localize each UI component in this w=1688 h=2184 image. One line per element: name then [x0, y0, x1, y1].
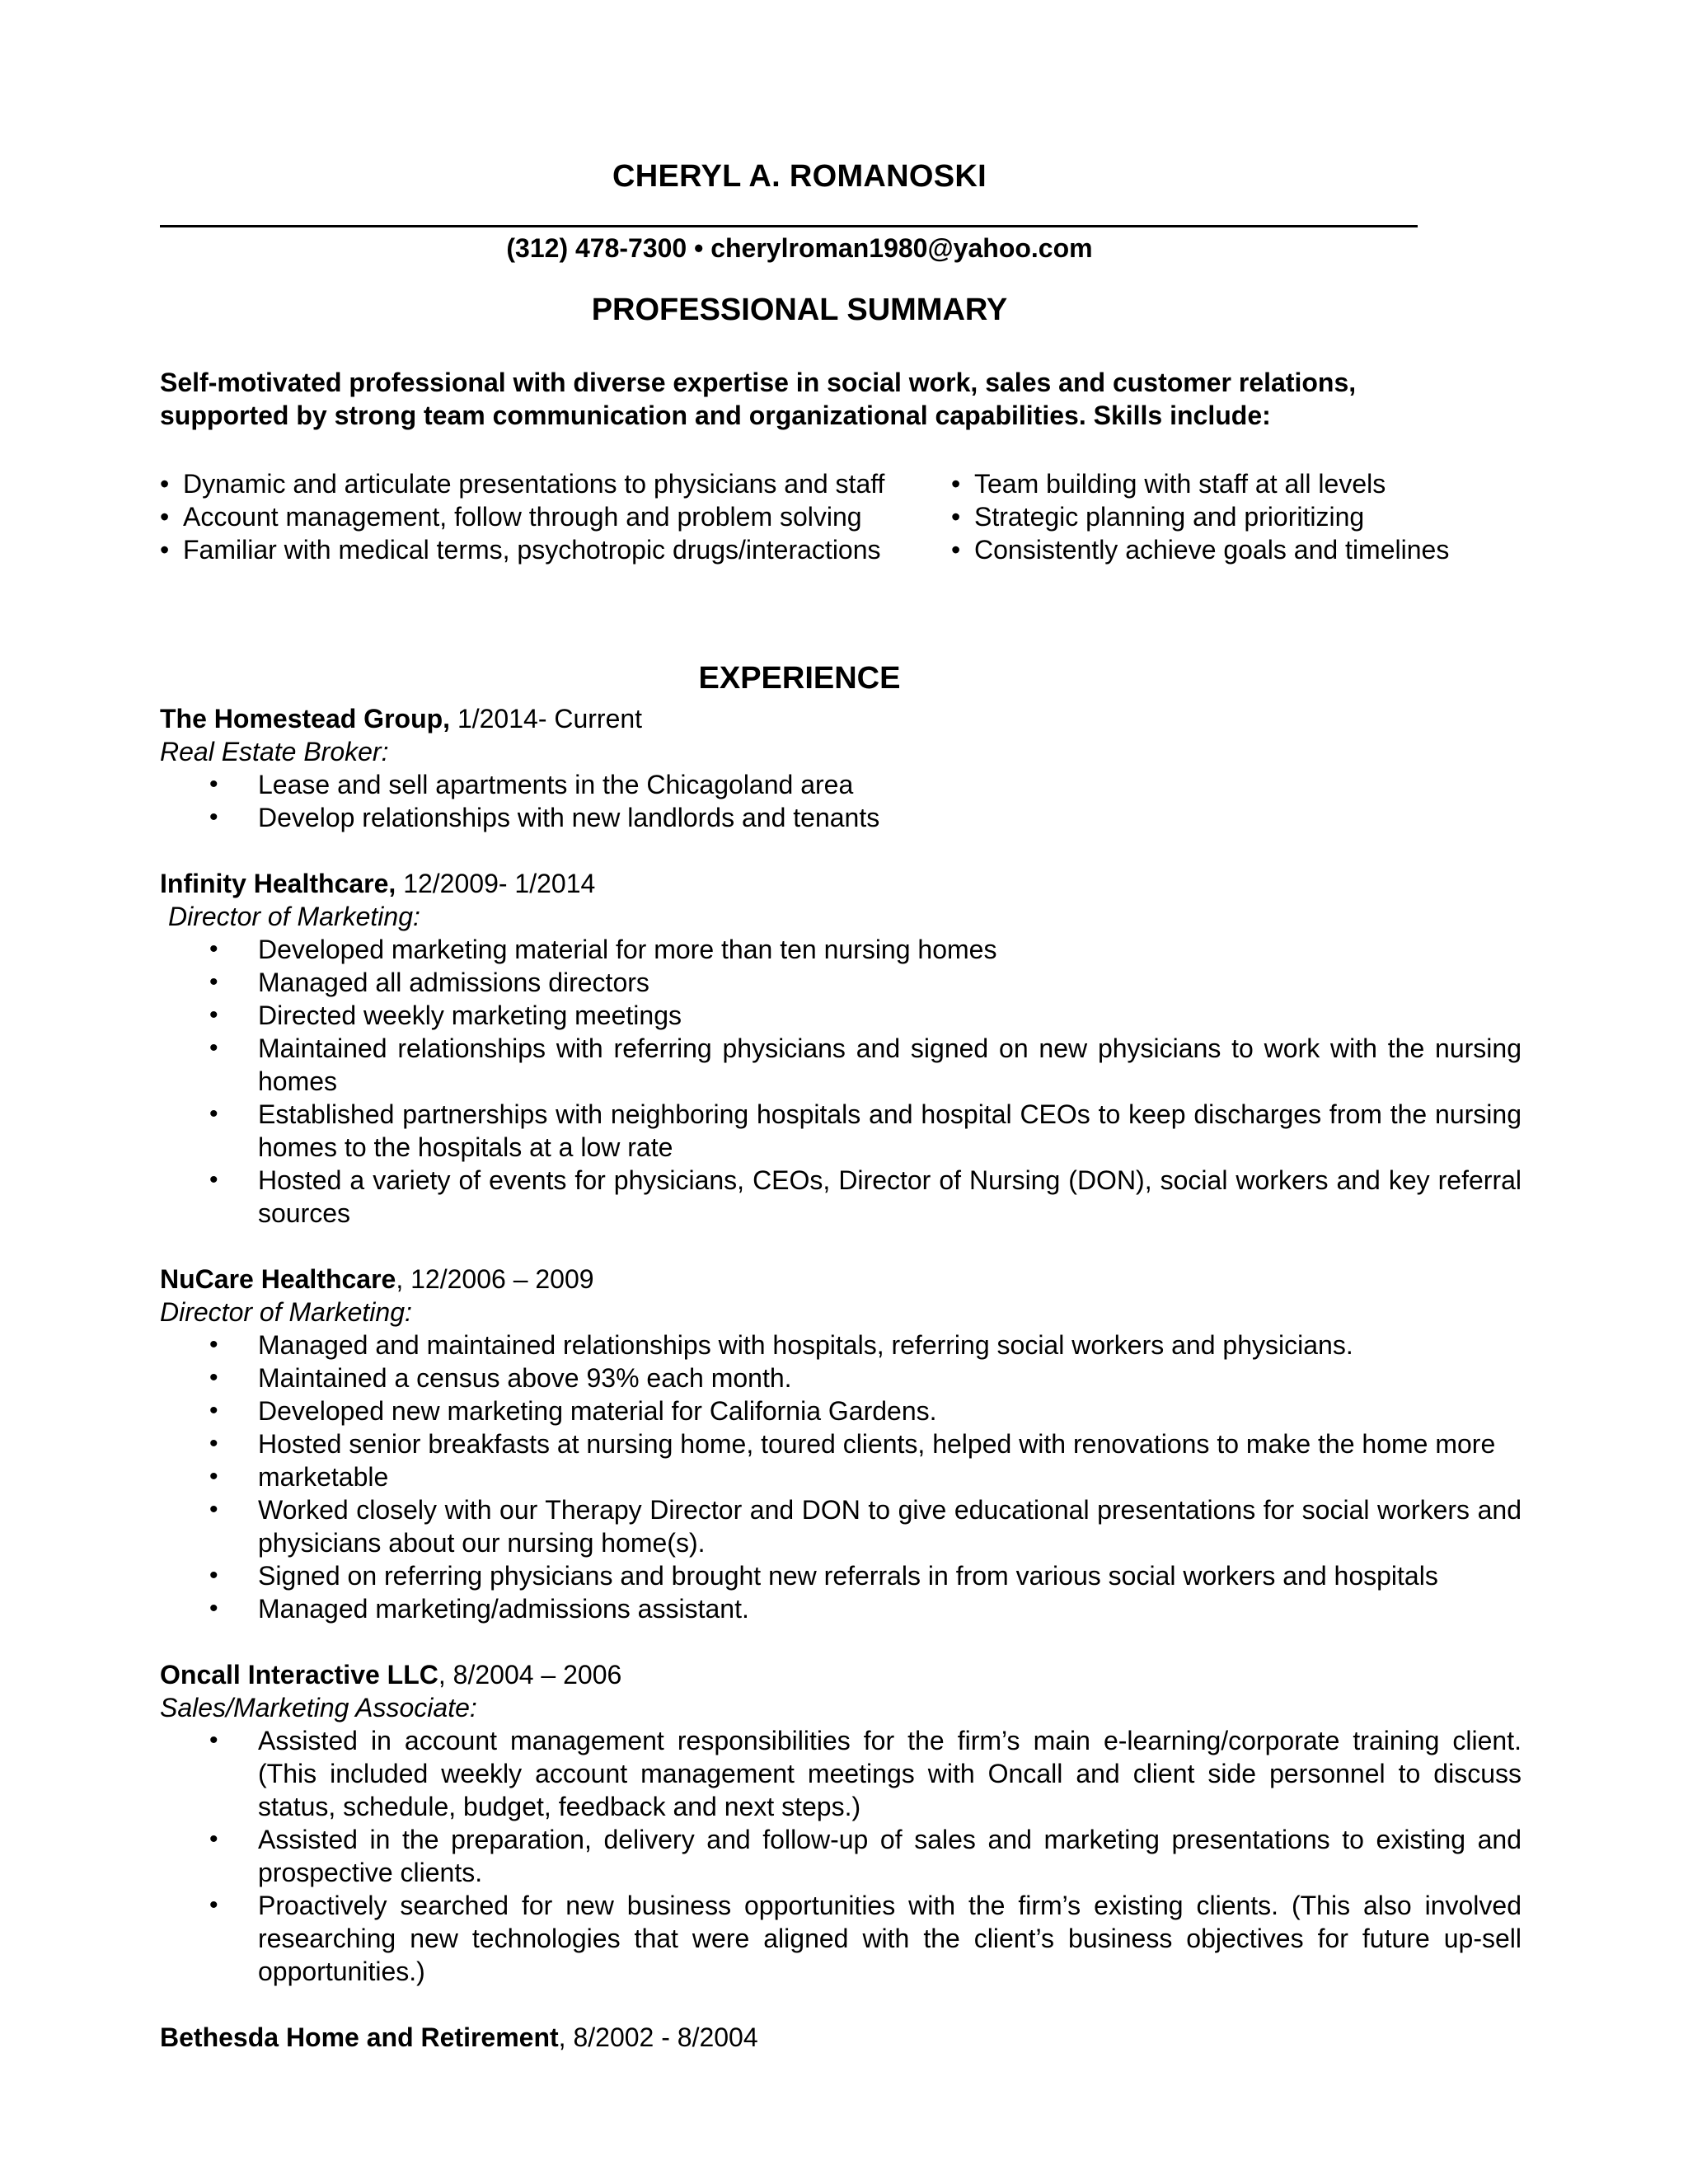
- job-bullet: [160, 933, 1522, 966]
- bullet-icon: •: [209, 1727, 218, 1754]
- skills-column-right: [951, 467, 1479, 566]
- bullet-icon: •: [160, 469, 170, 499]
- job-bullet-text: Lease and sell apartments in the Chicagoland area: [258, 770, 854, 799]
- job-title: Sales/Marketing Associate:: [160, 1693, 477, 1722]
- job-bullet: [160, 966, 1522, 999]
- candidate-name: CHERYL A. ROMANOSKI: [612, 159, 987, 194]
- bullet-icon: •: [951, 535, 961, 565]
- job-title: Director of Marketing:: [168, 902, 420, 931]
- summary-heading: PROFESSIONAL SUMMARY: [591, 293, 1008, 327]
- skill-item: [951, 500, 1479, 533]
- job-bullet-text: Developed new marketing material for California Gardens.: [258, 1396, 937, 1426]
- job-bullet: [160, 768, 1522, 801]
- experience-heading: EXPERIENCE: [698, 661, 901, 696]
- job-dates: , 8/2004 – 2006: [438, 1660, 622, 1690]
- job-bullet: [160, 1889, 1522, 1988]
- job-dates: , 8/2002 - 8/2004: [558, 2022, 758, 2052]
- summary-line: Self-motivated professional with diverse expertise in social work, sales and customer relations,: [160, 368, 1357, 397]
- bullet-icon: •: [209, 1430, 218, 1457]
- job-title: Director of Marketing:: [160, 1297, 412, 1327]
- job-bullet-text: Signed on referring physicians and brought new referrals in from various social workers and hospitals: [258, 1561, 1438, 1591]
- skill-text: Dynamic and articulate presentations to physicians and staff: [183, 469, 885, 499]
- skill-item: [951, 467, 1479, 500]
- bullet-icon: •: [951, 502, 961, 532]
- job-bullet: [160, 1329, 1522, 1361]
- bullet-icon: •: [160, 502, 170, 532]
- job-bullet-text: Directed weekly marketing meetings: [258, 1001, 682, 1030]
- job-entry: [160, 1263, 1522, 1625]
- job-bullet: [160, 1493, 1522, 1559]
- skill-item: [160, 500, 951, 533]
- job-bullet: [160, 1164, 1522, 1230]
- job-bullets: [160, 1329, 1522, 1625]
- bullet-icon: •: [951, 469, 961, 499]
- job-bullet-text: Assisted in account management responsibilities for the firm’s main e-learning/corporate training client. (This included weekly account management meetings with Oncall and client side personnel to discuss status, schedule, budget, feedback and next steps.): [258, 1726, 1522, 1821]
- skills-list: [160, 467, 1479, 566]
- skill-item: [951, 533, 1479, 566]
- job-header: [160, 867, 1522, 900]
- bullet-icon: •: [160, 535, 170, 565]
- job-title: Real Estate Broker:: [160, 737, 389, 766]
- job-entry: [160, 702, 1522, 834]
- job-bullet: [160, 1427, 1522, 1460]
- bullet-icon: •: [209, 1595, 218, 1622]
- header-divider: [160, 225, 1418, 227]
- job-company: The Homestead Group,: [160, 704, 451, 733]
- job-header: [160, 702, 1522, 735]
- skill-text: Consistently achieve goals and timelines: [974, 535, 1450, 565]
- job-entry: [160, 867, 1522, 1230]
- bullet-icon: •: [209, 1825, 218, 1853]
- job-dates: 1/2014- Current: [450, 704, 643, 733]
- job-bullet-text: Established partnerships with neighboring hospitals and hospital CEOs to keep discharges from the nursing homes to the hospitals at a low rate: [258, 1099, 1522, 1162]
- job-dates: 12/2009- 1/2014: [396, 869, 596, 898]
- job-header: [160, 1658, 1522, 1691]
- job-bullet-text: Assisted in the preparation, delivery and follow-up of sales and marketing presentations to existing and prospective clients.: [258, 1825, 1522, 1887]
- skill-text: Strategic planning and prioritizing: [974, 502, 1365, 532]
- skills-column-left: [160, 467, 951, 566]
- job-bullet: [160, 1460, 1522, 1493]
- skill-text: Team building with staff at all levels: [974, 469, 1386, 499]
- job-company: Oncall Interactive LLC: [160, 1660, 438, 1690]
- job-bullets: [160, 933, 1522, 1230]
- bullet-icon: •: [209, 1001, 218, 1029]
- bullet-icon: •: [209, 968, 218, 996]
- job-bullet: [160, 1724, 1522, 1823]
- bullet-icon: •: [209, 1397, 218, 1424]
- skill-text: Familiar with medical terms, psychotropic drugs/interactions: [183, 535, 881, 565]
- job-bullet-text: Hosted a variety of events for physicians, CEOs, Director of Nursing (DON), social workers and key referral sources: [258, 1165, 1522, 1228]
- bullet-icon: •: [209, 1166, 218, 1193]
- job-bullet-text: Maintained relationships with referring physicians and signed on new physicians to work with the nursing homes: [258, 1033, 1522, 1096]
- bullet-icon: •: [209, 1891, 218, 1919]
- job-bullet: [160, 1559, 1522, 1592]
- contact-line: (312) 478-7300 • cherylroman1980@yahoo.com: [506, 233, 1093, 263]
- job-bullet-text: Worked closely with our Therapy Director and DON to give educational presentations for social workers and physicians about our nursing home(s).: [258, 1495, 1522, 1558]
- job-bullets: [160, 1724, 1522, 1988]
- bullet-icon: •: [209, 935, 218, 963]
- bullet-icon: •: [209, 1496, 218, 1523]
- job-bullet: [160, 1032, 1522, 1098]
- skill-text: Account management, follow through and problem solving: [183, 502, 862, 532]
- bullet-icon: •: [209, 1364, 218, 1391]
- job-bullet: [160, 1394, 1522, 1427]
- job-company: Bethesda Home and Retirement: [160, 2022, 559, 2052]
- bullet-icon: •: [209, 804, 218, 831]
- job-company: Infinity Healthcare,: [160, 869, 396, 898]
- bullet-icon: •: [209, 1331, 218, 1358]
- experience-list: [160, 702, 1522, 2087]
- job-dates: , 12/2006 – 2009: [396, 1264, 594, 1294]
- job-bullet: [160, 801, 1522, 834]
- job-header: [160, 2021, 1522, 2054]
- bullet-icon: •: [209, 1034, 218, 1062]
- job-bullet-text: Managed and maintained relationships with hospitals, referring social workers and physicians.: [258, 1330, 1353, 1360]
- job-bullet: [160, 999, 1522, 1032]
- skill-item: [160, 467, 951, 500]
- job-entry: [160, 1658, 1522, 1988]
- job-bullet-text: marketable: [258, 1462, 389, 1492]
- job-bullet: [160, 1823, 1522, 1889]
- bullet-icon: •: [209, 1463, 218, 1490]
- bullet-icon: •: [209, 1100, 218, 1127]
- bullet-icon: •: [209, 1562, 218, 1589]
- job-bullet: [160, 1098, 1522, 1164]
- job-bullet-text: Hosted senior breakfasts at nursing home, toured clients, helped with renovations to make the home more: [258, 1429, 1496, 1459]
- job-entry: [160, 2021, 1522, 2054]
- job-bullet-text: Managed all admissions directors: [258, 968, 649, 997]
- bullet-icon: •: [209, 771, 218, 798]
- job-header: [160, 1263, 1522, 1296]
- job-bullet: [160, 1592, 1522, 1625]
- skill-item: [160, 533, 951, 566]
- summary-line: supported by strong team communication and organizational capabilities. Skills include:: [160, 401, 1271, 430]
- job-bullet-text: Maintained a census above 93% each month.: [258, 1363, 792, 1393]
- job-bullets: [160, 768, 1522, 834]
- job-bullet: [160, 1361, 1522, 1394]
- job-bullet-text: Developed marketing material for more than ten nursing homes: [258, 935, 997, 964]
- job-bullet-text: Managed marketing/admissions assistant.: [258, 1594, 749, 1624]
- job-company: NuCare Healthcare: [160, 1264, 396, 1294]
- job-bullet-text: Proactively searched for new business opportunities with the firm’s existing clients. (This also involved researching new technologies that were aligned with the client’s business objectives for future up-sell opportunities.): [258, 1891, 1522, 1986]
- job-bullet-text: Develop relationships with new landlords and tenants: [258, 803, 880, 832]
- summary-text: [160, 366, 1446, 432]
